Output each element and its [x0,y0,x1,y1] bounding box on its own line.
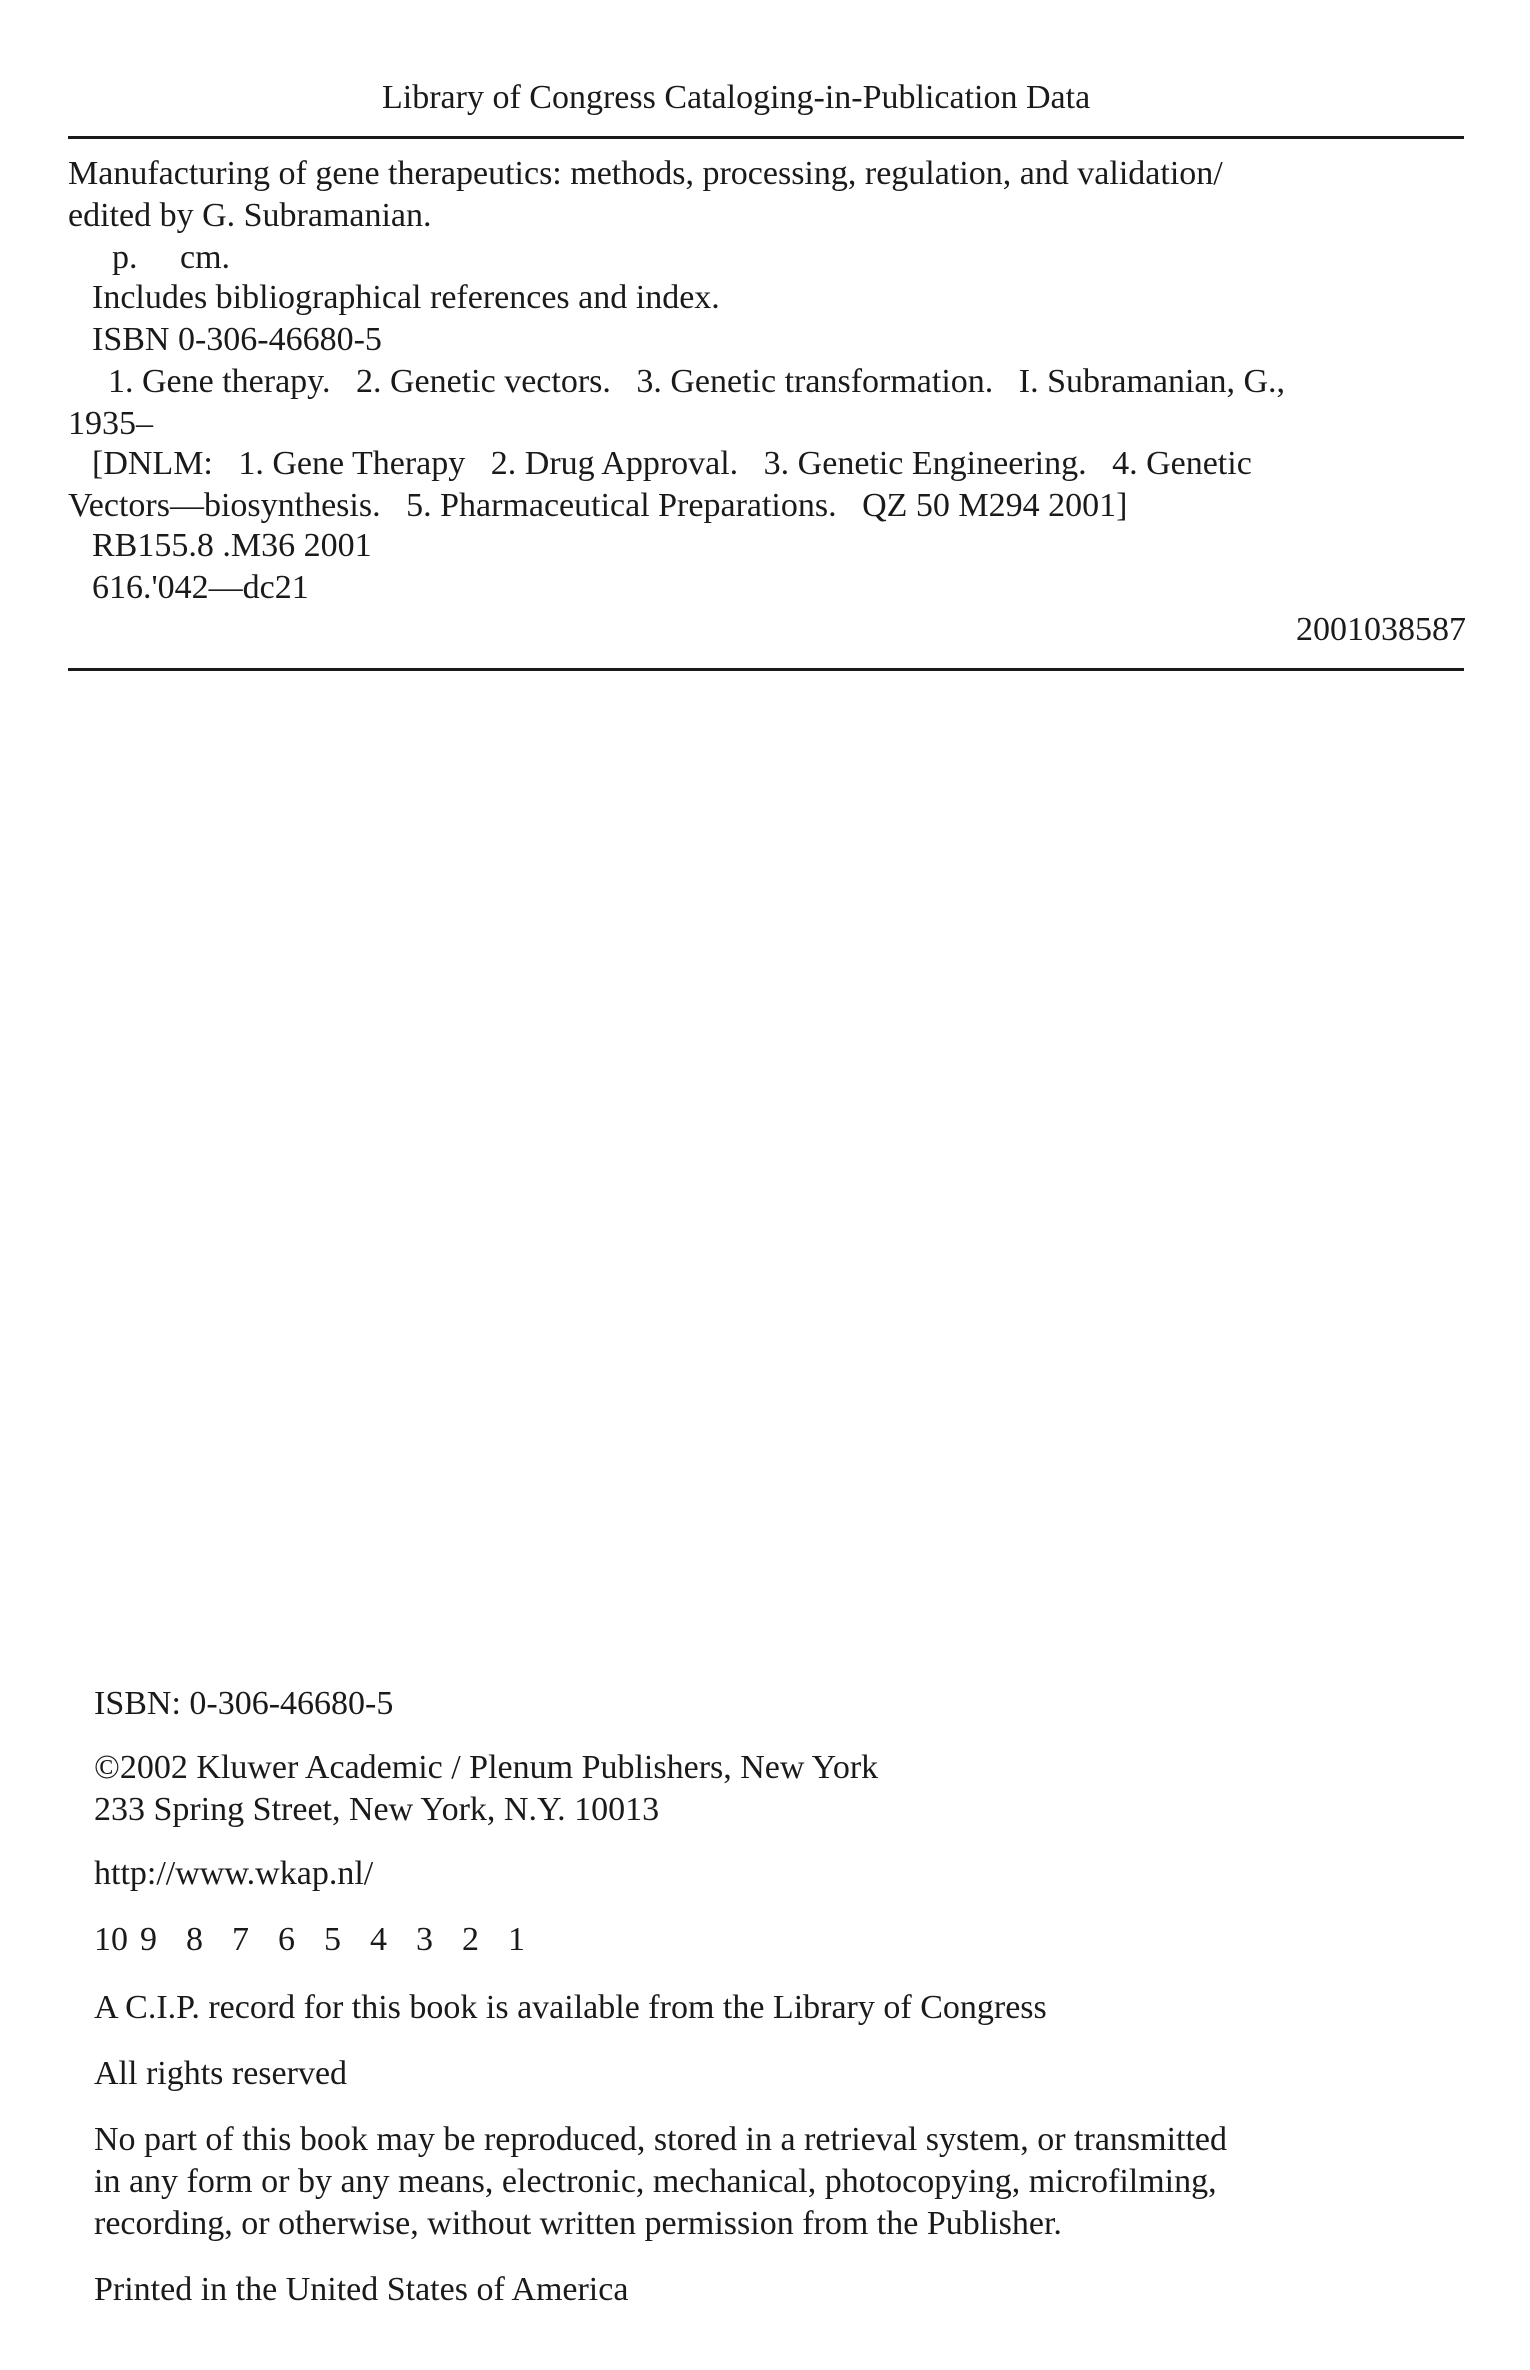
cip-top-rule [68,136,1464,139]
printing-number: 9 [140,1921,157,1958]
cip-physical: p. cm. [112,239,231,276]
printing-number: 1 [508,1921,525,1958]
cip-title-line-2: edited by G. Subramanian. [68,197,432,234]
rights-notice-line-2: in any form or by any means, electronic, mechanical, photocopying, microfilming, [94,2163,1217,2200]
cip-header: Library of Congress Cataloging-in-Publication Data [382,79,1091,116]
rights-notice-line-1: No part of this book may be reproduced, stored in a retrieval system, or transmitted [94,2121,1228,2158]
printing-numbers [94,1920,554,1960]
printing-number: 2 [462,1921,479,1958]
cip-note: Includes bibliographical references and index. [92,279,720,316]
cip-record-notice: A C.I.P. record for this book is available from the Library of Congress [94,1989,1047,2026]
copyright-line: ©2002 Kluwer Academic / Plenum Publishers, New York [94,1749,879,1786]
printing-number: 4 [370,1921,387,1958]
cip-lccn: 2001038587 [1296,611,1466,648]
imprint-isbn: ISBN: 0-306-46680-5 [94,1685,394,1722]
publisher-url: http://www.wkap.nl/ [94,1855,374,1892]
cip-isbn: ISBN 0-306-46680-5 [92,321,382,358]
cip-dnlm-line-2: Vectors—biosynthesis. 5. Pharmaceutical Preparations. QZ 50 M294 2001] [68,487,1128,524]
printing-number: 8 [186,1921,203,1958]
cip-subjects-line-2: 1935– [68,405,153,442]
printing-number: 6 [278,1921,295,1958]
printing-number: 7 [232,1921,249,1958]
cip-dnlm-line-1: [DNLM: 1. Gene Therapy 2. Drug Approval. 3. Genetic Engineering. 4. Genetic [92,445,1252,482]
printing-number: 3 [416,1921,433,1958]
printing-number: 10 [94,1921,128,1958]
rights-reserved: All rights reserved [94,2055,348,2092]
cip-subjects-line-1: 1. Gene therapy. 2. Genetic vectors. 3. Genetic transformation. I. Subramanian, G., [108,363,1286,400]
cip-title-line-1: Manufacturing of gene therapeutics: methods, processing, regulation, and validation/ [68,155,1223,192]
cip-dewey: 616.'042—dc21 [92,569,309,606]
publisher-address: 233 Spring Street, New York, N.Y. 10013 [94,1791,660,1828]
printed-in: Printed in the United States of America [94,2271,629,2308]
printing-number: 5 [324,1921,341,1958]
cip-lc-class: RB155.8 .M36 2001 [92,527,372,564]
rights-notice-line-3: recording, or otherwise, without written permission from the Publisher. [94,2205,1062,2242]
cip-bottom-rule [68,668,1464,671]
